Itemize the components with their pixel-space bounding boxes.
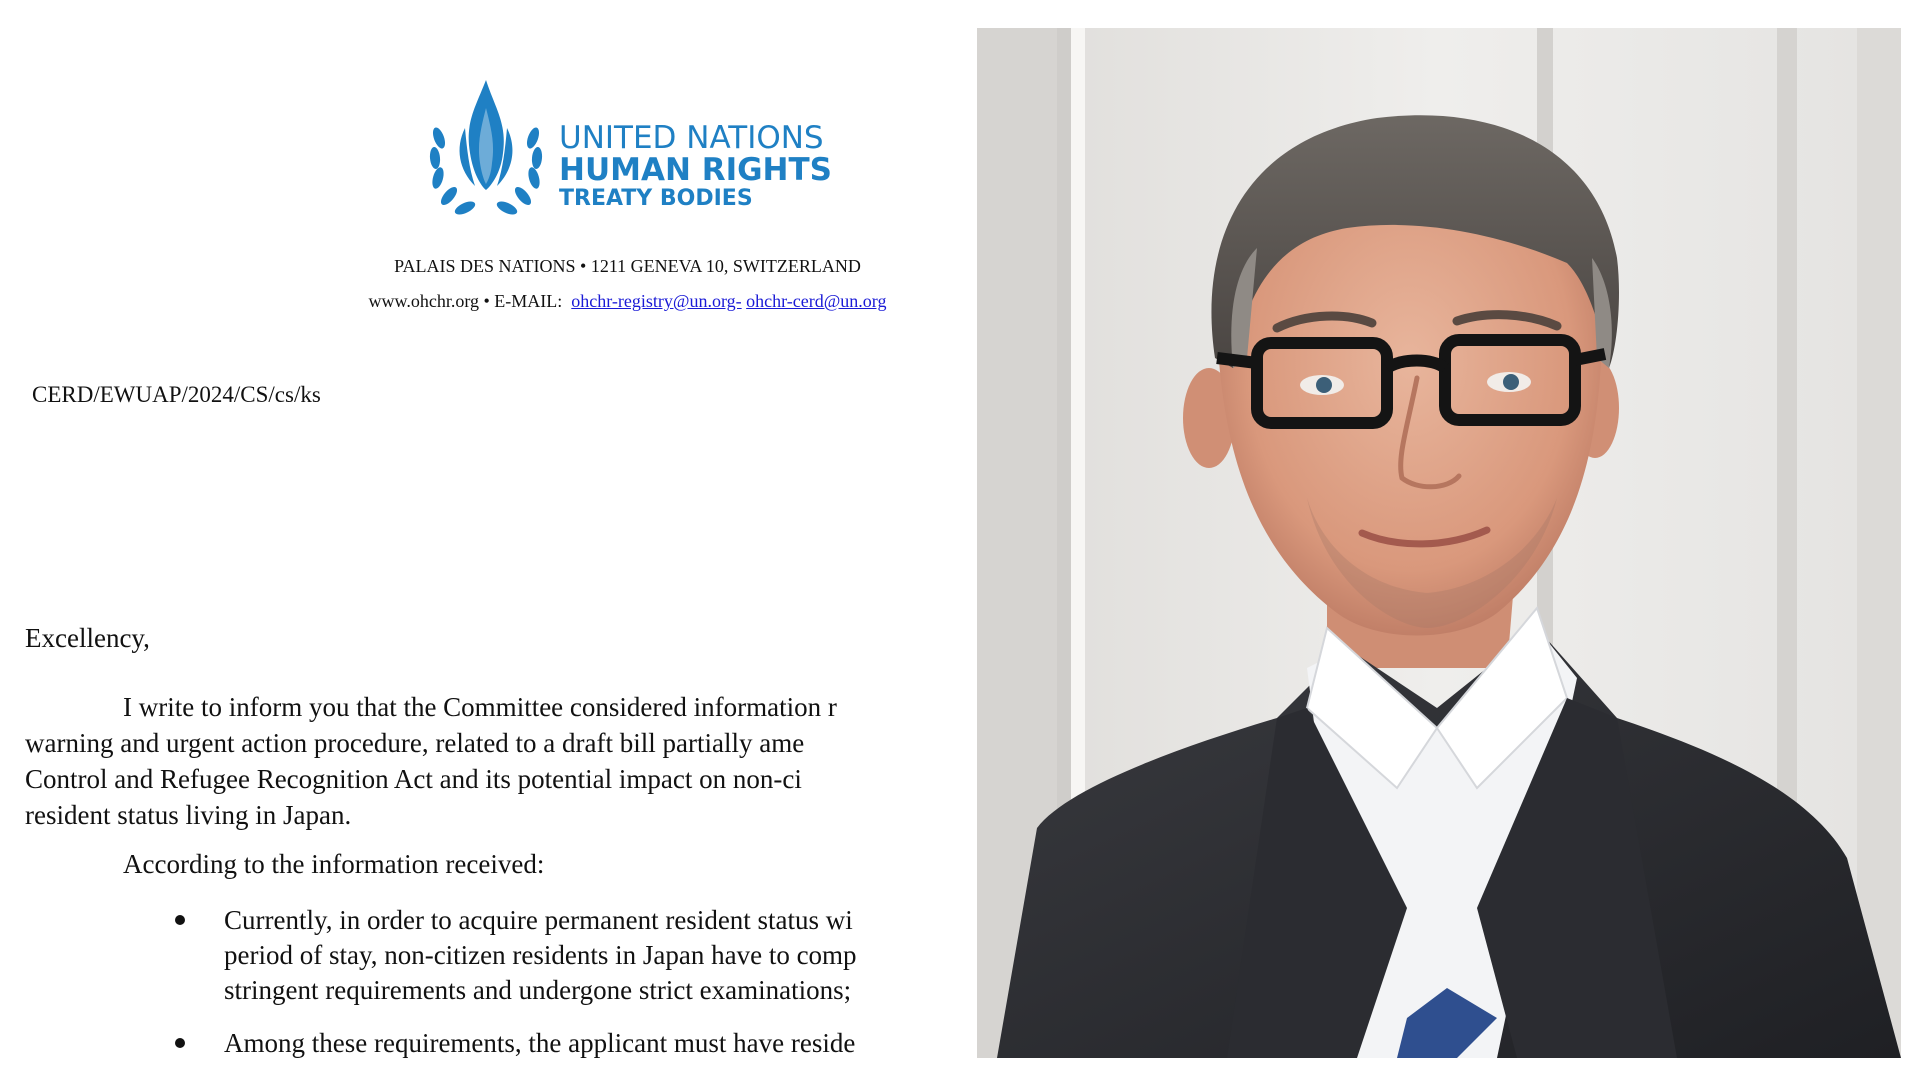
salutation: Excellency, bbox=[25, 623, 150, 653]
registry-email-link[interactable]: ohchr-registry@un.org- bbox=[571, 291, 742, 311]
letter-document bbox=[0, 0, 955, 1058]
paragraph-line: warning and urgent action procedure, related to a draft bill partially ame bbox=[25, 728, 805, 758]
bullet-line: stringent requirements and undergone strict examinations; bbox=[224, 975, 852, 1005]
body-paragraph bbox=[25, 689, 955, 833]
un-human-rights-logo bbox=[425, 78, 845, 228]
paragraph-line: I write to inform you that the Committee considered information r bbox=[123, 692, 837, 722]
logo-line-united-nations: UNITED NATIONS bbox=[559, 120, 824, 156]
paragraph-line: Control and Refugee Recognition Act and its potential impact on non-ci bbox=[25, 764, 802, 794]
bullet-line: period of stay, non-citizen residents in Japan have to comp bbox=[224, 940, 857, 970]
web-email-label: www.ohchr.org • E-MAIL: bbox=[368, 291, 563, 311]
bullet-line: Among these requirements, the applicant must have reside bbox=[224, 1028, 856, 1058]
cerd-email-link[interactable]: ohchr-cerd@un.org bbox=[746, 291, 887, 311]
reference-number: CERD/EWUAP/2024/CS/cs/ks bbox=[32, 382, 321, 407]
logo-line-human-rights: HUMAN RIGHTS bbox=[559, 152, 832, 188]
bullet-dot-icon bbox=[175, 1038, 185, 1048]
bullet-dot-icon bbox=[175, 915, 185, 925]
address-line: PALAIS DES NATIONS • 1211 GENEVA 10, SWITZERLAND bbox=[394, 256, 861, 276]
bullet-line: Currently, in order to acquire permanent resident status wi bbox=[224, 905, 853, 935]
contact-line bbox=[0, 291, 955, 312]
un-flame-emblem-icon bbox=[425, 78, 547, 218]
portrait-photo bbox=[977, 28, 1901, 1058]
according-line: According to the information received: bbox=[123, 849, 545, 879]
paragraph-line: resident status living in Japan. bbox=[25, 800, 352, 830]
portrait-illustration bbox=[977, 28, 1901, 1058]
logo-line-treaty-bodies: TREATY BODIES bbox=[559, 186, 753, 211]
